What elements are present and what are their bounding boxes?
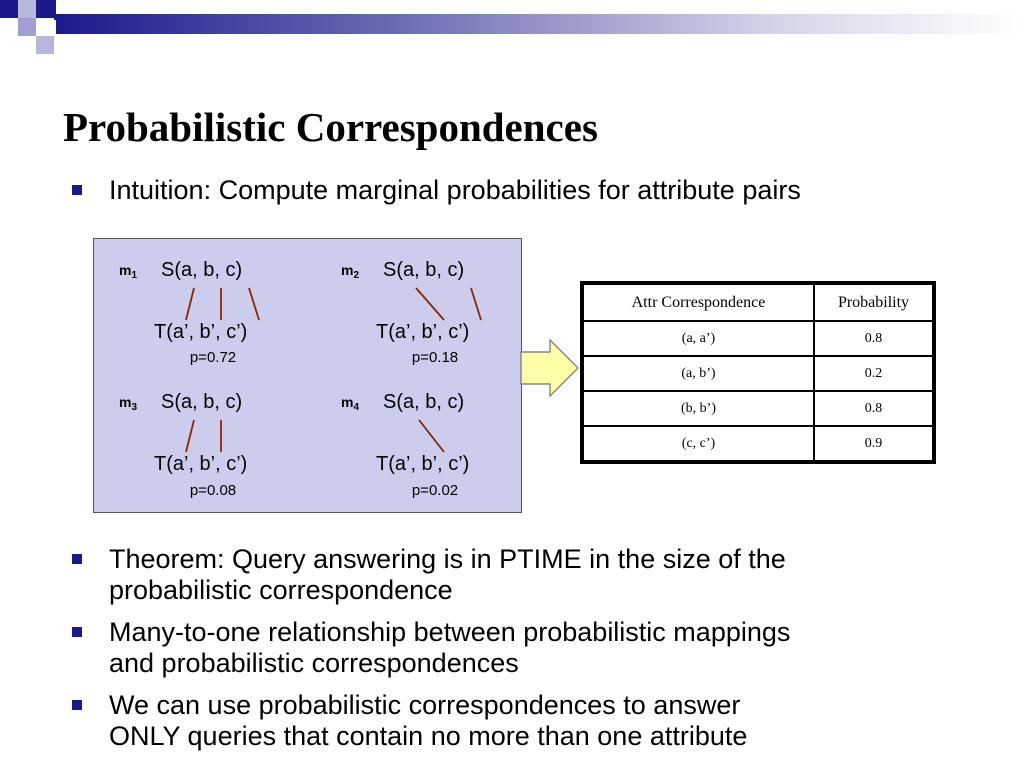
target-schema-m1: T(a’, b’, c’) — [154, 321, 248, 343]
header-attr-correspondence: Attr Correspondence — [583, 284, 814, 321]
m1-line-c — [249, 288, 259, 320]
slide-title: Probabilistic Correspondences — [63, 104, 598, 150]
mapping-label-m4: $m_4$ — [341, 394, 360, 413]
bullet-text-line2: ONLY queries that contain no more than one attribute — [109, 721, 748, 751]
bullet-text-line2: probabilistic correspondence — [109, 575, 453, 605]
mapping-label-m3: $m_3$ — [119, 394, 138, 413]
bullet-text-line1: Many-to-one relationship between probabilistic mappings — [109, 617, 791, 647]
bullet-square — [72, 627, 82, 637]
table-row — [583, 356, 933, 391]
deco-square — [36, 36, 54, 54]
probability-m2: p=0.18 — [411, 349, 459, 366]
mapping-label-m2: $m_2$ — [341, 262, 360, 281]
right-arrow-icon — [520, 338, 580, 398]
bullet-square — [72, 700, 82, 710]
table-cell: (b, b’) — [583, 391, 814, 426]
probability-m4: p=0.02 — [411, 482, 459, 499]
table-cell: (a, a’) — [583, 321, 814, 356]
table-cell: (a, b’) — [583, 356, 814, 391]
header-probability: Probability — [814, 284, 933, 321]
target-schema-m4: T(a’, b’, c’) — [376, 453, 470, 475]
table-row — [583, 391, 933, 426]
probability-m3: p=0.08 — [189, 482, 237, 499]
m2-line-a — [416, 288, 444, 320]
table-row — [583, 426, 933, 461]
probability-m1: p=0.72 — [189, 349, 237, 366]
deco-square — [18, 0, 36, 18]
deco-square — [36, 18, 54, 36]
table-row — [583, 321, 933, 356]
deco-gradient-bar — [56, 14, 1024, 34]
mappings-box — [93, 238, 522, 513]
deco-square — [36, 0, 56, 20]
table-cell: 0.8 — [814, 391, 933, 426]
target-schema-m3: T(a’, b’, c’) — [154, 453, 248, 475]
bullet-text-line1: Theorem: Query answering is in PTIME in the size of the — [109, 544, 786, 574]
table-cell: 0.9 — [814, 426, 933, 461]
bullet-text: Intuition: Compute marginal probabilities for attribute pairs — [109, 175, 801, 205]
mapping-label-m1: $m_1$ — [119, 262, 138, 281]
m1-line-a — [186, 288, 194, 320]
source-schema-m3: S(a, b, c) — [161, 391, 243, 413]
correspondence-table — [580, 281, 936, 464]
bullet-text-line2: and probabilistic correspondences — [109, 648, 519, 678]
deco-square — [0, 0, 18, 18]
bullet-square — [72, 554, 82, 564]
source-schema-m1: S(a, b, c) — [161, 259, 243, 281]
table-cell: 0.2 — [814, 356, 933, 391]
table-header-row — [583, 284, 933, 321]
source-schema-m4: S(a, b, c) — [383, 391, 465, 413]
bullet-square — [72, 185, 82, 195]
m3-line-a — [186, 420, 194, 452]
m4-line-a — [419, 420, 444, 452]
header-decoration — [0, 0, 1024, 64]
source-schema-m2: S(a, b, c) — [383, 259, 465, 281]
deco-square — [18, 18, 36, 36]
target-schema-m2: T(a’, b’, c’) — [376, 321, 470, 343]
m2-line-c — [471, 288, 481, 320]
bullet-text-line1: We can use probabilistic correspondences to answer — [109, 690, 741, 720]
table-cell: (c, c’) — [583, 426, 814, 461]
table-cell: 0.8 — [814, 321, 933, 356]
